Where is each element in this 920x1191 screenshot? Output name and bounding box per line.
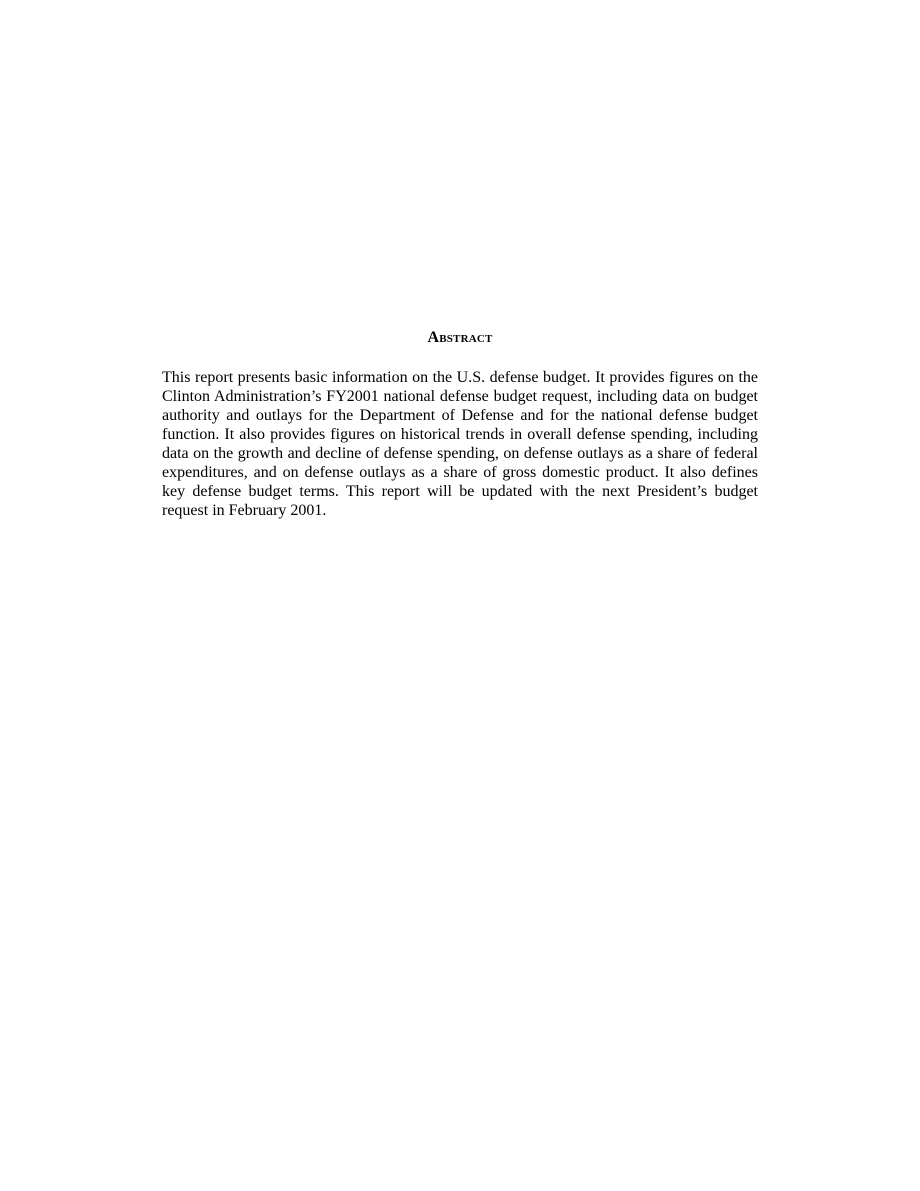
abstract-body: This report presents basic information on the U.S. defense budget. It provides figures on the Clinton Administration’s FY2001 national defense budget request, including data on budget authority and outlays for the Department of Defense and for the national defense budget function. It also provides figures on historical trends in overall defense spending, including data on the growth and decline of defense spending, on defense outlays as a share of federal expenditures, and on defense outlays as a share of gross domestic product. It also defines key defense budget terms. This report will be updated with the next President’s budget request in February 2001. [162,369,758,519]
abstract-heading: Abstract [427,329,493,346]
abstract-section [162,328,758,520]
